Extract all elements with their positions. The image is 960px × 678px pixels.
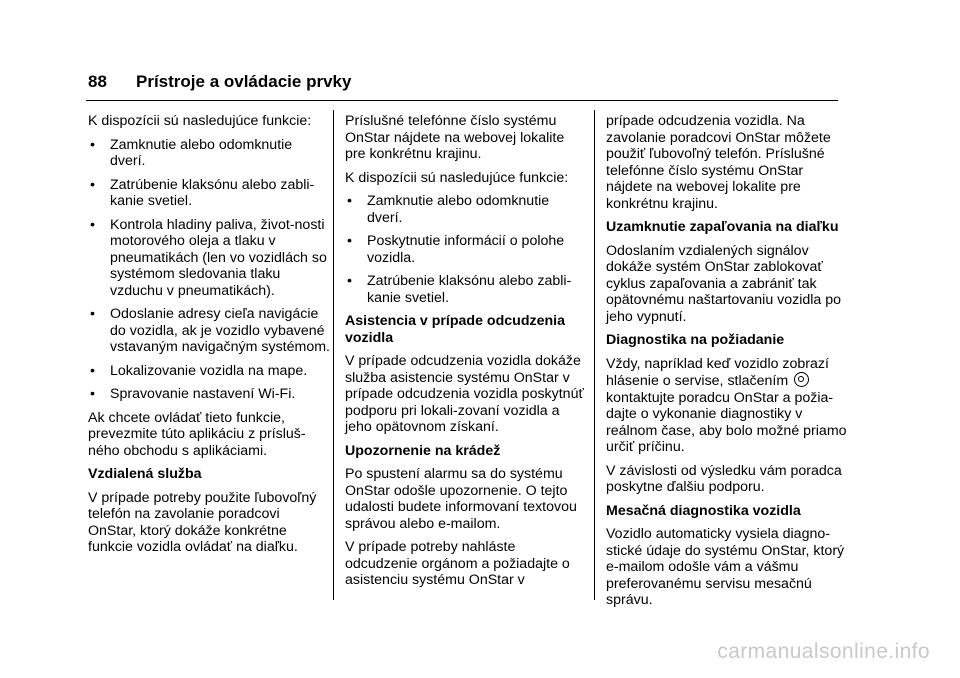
remote-service-heading: Vzdialená služba bbox=[88, 466, 202, 482]
list-item: • Spravovanie nastavení Wi-Fi. bbox=[90, 386, 296, 402]
features-list bbox=[88, 137, 330, 403]
monthly-diagnostics-paragraph: Vozidlo automaticky vysiela diagno-stické údaje do systému OnStar, ktorý e-mailom odošle vám a vášmu preferovanému servisu mesačnú správu. bbox=[606, 526, 845, 608]
bullet-icon: • bbox=[347, 193, 352, 209]
bullet-icon: • bbox=[90, 306, 95, 322]
column-3 bbox=[606, 113, 848, 616]
list-item: • Zatrúbenie klaksónu alebo zabli-kanie svetiel. bbox=[90, 176, 315, 209]
column-1 bbox=[88, 113, 330, 563]
list-item: • Lokalizovanie vozidla na mape. bbox=[90, 362, 308, 379]
page-number: 88 bbox=[88, 72, 107, 91]
diagnostics-on-demand-heading: Diagnostika na požiadanie bbox=[606, 332, 785, 348]
bullet-icon: • bbox=[90, 216, 95, 233]
remote-service-paragraph: V prípade potreby použite ľubovoľný telefón na zavolanie poradcovi OnStar, ktorý dokáže konkrétne funkcie vozidla ovládať na diaľku. bbox=[88, 489, 317, 555]
watermark-text: carmanualsonline.info bbox=[717, 640, 930, 663]
result-paragraph: V závislosti od výsledku vám poradca poskytne ďalšiu podporu. bbox=[606, 462, 842, 495]
phone-number-paragraph: Príslušné telefónne číslo systému OnStar nájdete na webovej lokalite pre konkrétnu krajinu. bbox=[345, 113, 565, 162]
remote-ignition-block-paragraph: Odoslaním vzdialených signálov dokáže systém OnStar zablokovať cyklus zapaľovania a zabrániť tak opätovnému naštartovaniu vozidla po jeho vypnutí. bbox=[606, 242, 842, 325]
column-2 bbox=[345, 113, 587, 596]
features-list-2 bbox=[345, 193, 587, 306]
list-item: • Poskytnutie informácií o polohe vozidla. bbox=[347, 233, 565, 266]
page-title: Prístroje a ovládacie prvky bbox=[136, 72, 352, 91]
page-header bbox=[88, 72, 351, 92]
theft-assistance-heading: Asistencia v prípade odcudzenia vozidla bbox=[345, 313, 565, 346]
header-rule bbox=[86, 100, 838, 101]
theft-alert-paragraph: Po spustení alarmu sa do systému OnStar odošle upozornenie. O tejto udalosti budete informovaní textovou správou alebo e-mailom. bbox=[345, 466, 577, 532]
bullet-icon: • bbox=[90, 176, 95, 193]
list-item: • Zamknutie alebo odomknutie dverí. bbox=[347, 193, 550, 226]
list-item: • Zamknutie alebo odomknutie dverí. bbox=[90, 136, 293, 169]
features-intro-2: K dispozícii sú nasledujúce funkcie: bbox=[345, 169, 569, 186]
bullet-icon: • bbox=[90, 386, 95, 402]
report-theft-paragraph: V prípade potreby nahláste odcudzenie orgánom a požiadajte o asistenciu systému OnStar v bbox=[345, 539, 570, 588]
bullet-icon: • bbox=[347, 273, 352, 289]
monthly-diagnostics-heading: Mesačná diagnostika vozidla bbox=[606, 502, 801, 519]
column-divider-2 bbox=[594, 110, 595, 600]
theft-assistance-paragraph: V prípade odcudzenia vozidla dokáže služba asistencie systému OnStar v prípade odcudzenia vozidla poskytnúť podporu pri lokali-zovaní vozidla a jeho opätovnom získaní. bbox=[345, 353, 584, 435]
list-item: • Odoslanie adresy cieľa navigácie do vozidla, ak je vozidlo vybavené vstavaným navigačným systémom. bbox=[90, 306, 330, 355]
bullet-icon: • bbox=[90, 362, 95, 379]
theft-alert-heading: Upozornenie na krádež bbox=[345, 442, 501, 459]
bullet-icon: • bbox=[90, 136, 95, 153]
remote-ignition-block-heading: Uzamknutie zapaľovania na diaľku bbox=[606, 219, 839, 235]
theft-continuation-paragraph: prípade odcudzenia vozidla. Na zavolanie poradcovi OnStar môžete použiť ľubovoľný telefón. Príslušné telefónne číslo systému OnStar nájdete na webovej lokalite pre konkrétnu krajinu. bbox=[606, 113, 831, 212]
bullet-icon: • bbox=[347, 233, 352, 249]
list-item: • Kontrola hladiny paliva, život-nosti motorového oleja a tlaku v pneumatikách (len vo vozidlách so systémom sledovania tlaku vzduchu v pneumatikách). bbox=[90, 216, 327, 299]
features-intro: K dispozícii sú nasledujúce funkcie: bbox=[88, 113, 312, 129]
diagnostics-on-demand-paragraph: Vždy, napríklad keď vozidlo zobrazí hlásenie o servise, stlačením kontaktujte poradcu OnStar a požia-dajte o vykonanie diagnostiky v reálnom čase, aby bolo možné priamo určiť príčinu. bbox=[606, 355, 847, 455]
column-divider-1 bbox=[333, 110, 334, 600]
onstar-button-icon bbox=[794, 372, 809, 387]
list-item: • Zatrúbenie klaksónu alebo zabli-kanie svetiel. bbox=[347, 273, 572, 306]
app-paragraph: Ak chcete ovládať tieto funkcie, prevezmite túto aplikáciu z prísluš-ného obchodu s aplikáciami. bbox=[88, 409, 306, 459]
